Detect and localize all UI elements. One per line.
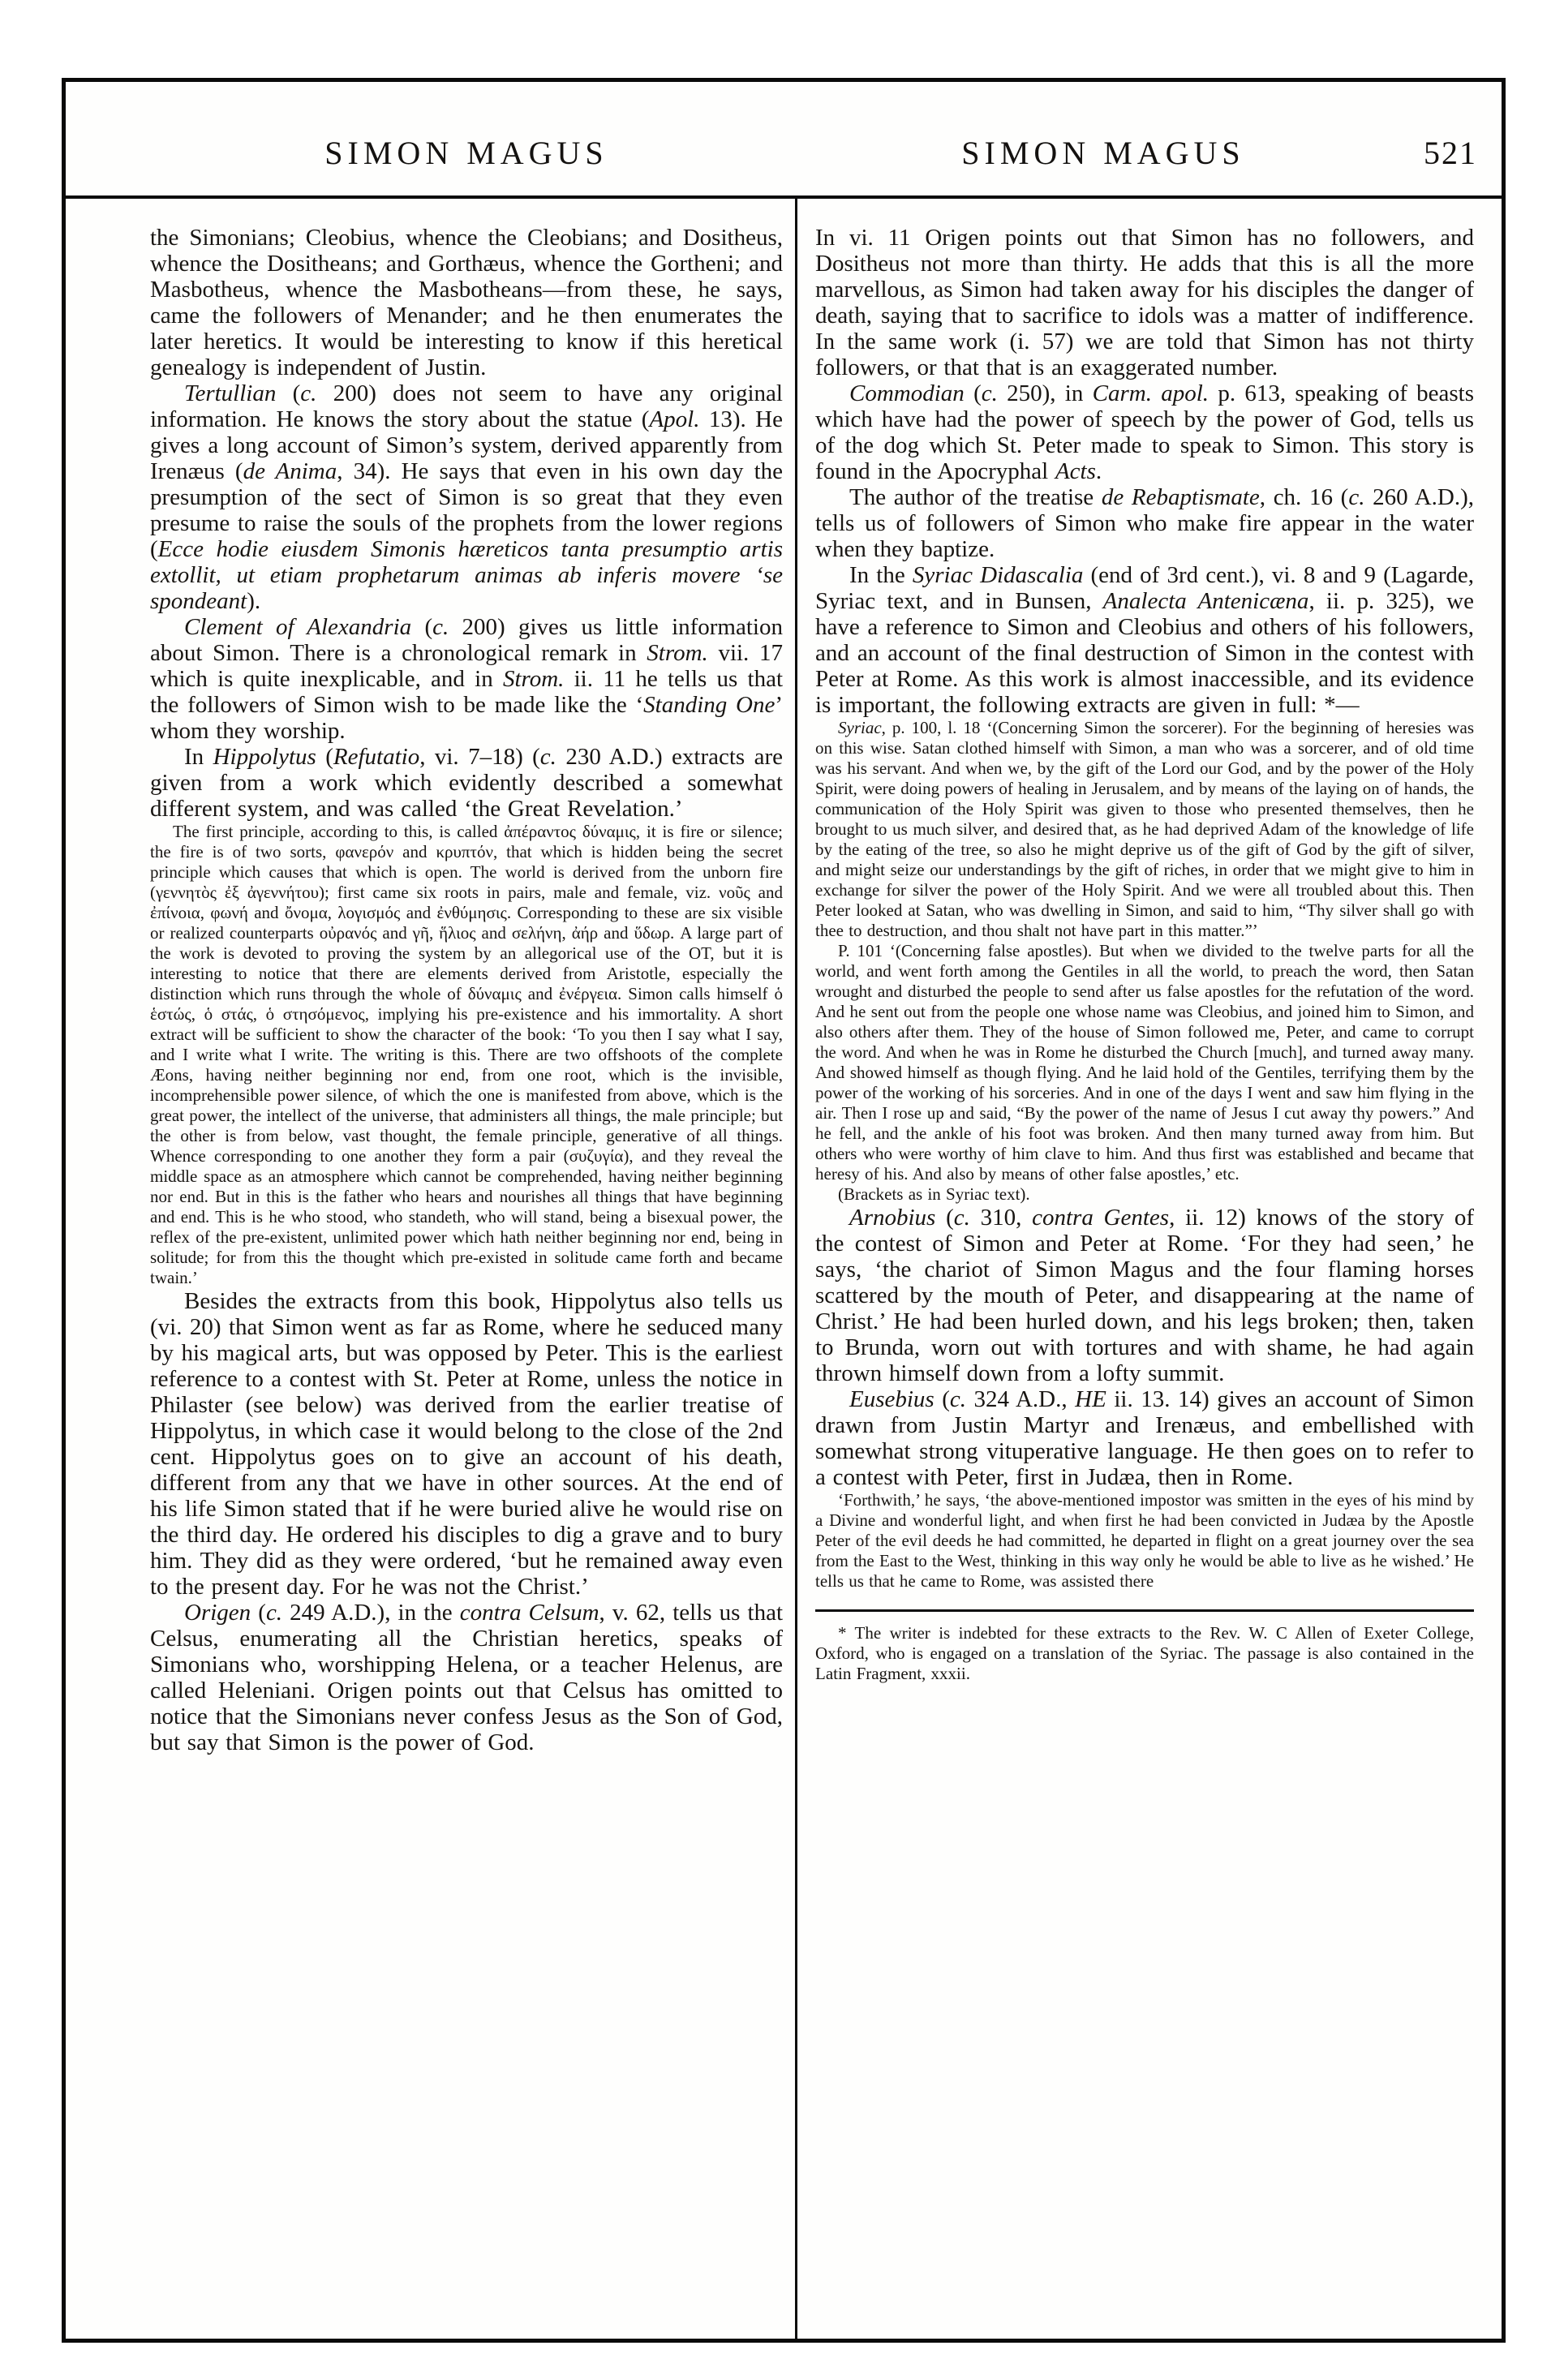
running-head-left: SIMON MAGUS [324, 135, 608, 171]
page-number: 521 [1424, 135, 1477, 171]
body-paragraph-besides: Besides the extracts from this book, Hippolytus also tells us (vi. 20) that Simon went as far as Rome, where he seduced many by his magical arts, but was opposed by Peter. This is the earliest reference to a contest with St. Peter at Rome, unless the notice in Philaster (see below) was derived from the earlier treatise of Hippolytus, in which case it would belong to the close of the 2nd cent. Hippolytus goes on to give an account of his death, different from any that we have in other sources. At the end of his life Simon stated that if he were buried alive he would rise on the third day. He ordered his disciples to dig a grave and to bury him. They did as they were ordered, ‘but he remained away even to the present day. For he was not the Christ.’ [150, 1288, 783, 1600]
body-paragraph-rebaptismate: The author of the treatise de Rebaptismate, ch. 16 (c. 260 A.D.), tells us of followers of Simon who make fire appear in the water when they baptize. [815, 484, 1474, 562]
body-paragraph-commodian: Commodian (c. 250), in Carm. apol. p. 613, speaking of beasts which have had the power of speech by the power of God, tells us of the dog which St. Peter made to speak to Simon. This story is found in the Apocryphal Acts. [815, 380, 1474, 484]
column-right [815, 225, 1474, 2334]
extract-paragraph-false-apostles: P. 101 ‘(Concerning false apostles). But when we divided to the twelve parts for all the world, and went forth among the Gentiles in all the world, to preach the word, then Satan wrought and disturbed the people to send after us false apostles for the refutation of the word. And he sent out from the people one whose name was Cleobius, and joined him to Simon, and also others after them. They of the house of Simon followed me, Peter, and came to corrupt the word. And when he was in Rome he disturbed the Church [much], and turned away many. And showed himself as though flying. And he laid hold of the Gentiles, terrifying them by the power of the working of his sorceries. And in one of the days I went and saw him flying in the air. Then I rose up and said, “By the power of the name of Jesus I cut away thy powers.” And he fell, and the ankle of his foot was broken. And then many turned away from him. But others who were worthy of him clave to him. And thus first was established and became that heresy of his. And also by means of other false apostles,’ etc. [815, 941, 1474, 1184]
body-paragraph-hippolytus: In Hippolytus (Refutatio, vi. 7–18) (c. 230 A.D.) extracts are given from a work which evidently described a somewhat different system, and was called ‘the Great Revelation.’ [150, 744, 783, 822]
header-rule [66, 195, 1502, 199]
body-paragraph: the Simonians; Cleobius, whence the Cleobians; and Dositheus, whence the Dositheans; and Gorthæus, whence the Gortheni; and Masbotheus, whence the Masbotheans—from these, he says, came the followers of Menander; and he then enumerates the later heretics. It would be interesting to know if this heretical genealogy is independent of Justin. [150, 225, 783, 380]
body-paragraph-didascalia: In the Syriac Didascalia (end of 3rd cent.), vi. 8 and 9 (Lagarde, Syriac text, and in Bunsen, Analecta Antenicæna, ii. p. 325), we have a reference to Simon and Cleobius and others of his followers, and an account of the final destruction of Simon in the contest with Peter at Rome. As this work is almost inaccessible, and its evidence is important, the following extracts are given in full: *— [815, 562, 1474, 718]
footnote-text: * The writer is indebted for these extracts to the Rev. W. C Allen of Exeter College, Oxford, who is engaged on a translation of the Syriac. The passage is also contained in the Latin Fragment, xxxii. [815, 1623, 1474, 1683]
body-paragraph-eusebius: Eusebius (c. 324 A.D., HE ii. 13. 14) gives an account of Simon drawn from Justin Martyr and Irenæus, and embellished with somewhat strong vituperative language. He then goes on to refer to a contest with Peter, first in Judæa, then in Rome. [815, 1386, 1474, 1490]
column-left [150, 225, 783, 2334]
extract-paragraph-great-revelation: The first principle, according to this, is called ἀπέραντος δύναμις, it is fire or silence; the fire is of two sorts, φανερόν and κρυπτόν, that which is hidden being the secret principle which causes that which is open. The world is derived from the unborn fire (γεννητὸς ἐξ ἀγεννήτου); first came six roots in pairs, male and female, viz. νοῦς and ἐπίνοια, φωνή and ὄνομα, λογισμός and ἐνθύμησις. Corresponding to these are six visible or realized counterparts οὐρανός and γῆ, ἥλιος and σελήνη, ἀήρ and ὕδωρ. A large part of the work is devoted to proving the system by an allegorical use of the OT, but it is interesting to notice that there are elements derived from Aristotle, especially the distinction which runs through the whole of δύναμις and ἐνέργεια. Simon calls himself ὁ ἑστώς, ὁ στάς, ὁ στησόμενος, implying his pre-existence and his immortality. A short extract will be sufficient to show the character of the book: ‘To you then I say what I say, and I write what I write. The writing is this. There are two offshoots of the complete Æons, having neither beginning nor end, from one root, which is the invisible, incomprehensible power silence, of which the one is manifested from above, which is the great power, the intellect of the universe, that administers all things, the male principle; but the other is from below, vast thought, the female principle, generative of all things. Whence corresponding to one another they form a pair (συζυγία), and they reveal the middle space as an atmosphere which cannot be comprehended, having neither beginning nor end. But in this is the father who hears and nourishes all things that have beginning and end. This is he who stood, who standeth, who will stand, being a bisexual power, the reflex of the pre-existent, unlimited power which hath neither beginning nor end, being in solitude; for from this the thought which pre-existed in solitude came forth and became twain.’ [150, 822, 783, 1287]
footnote-rule [815, 1609, 1474, 1612]
extract-paragraph-brackets-note: (Brackets as in Syriac text). [838, 1184, 1030, 1204]
body-paragraph-tertullian: Tertullian (c. 200) does not seem to have any original information. He knows the story about the statue (Apol. 13). He gives a long account of Simon’s system, derived apparently from Irenæus (de Anima, 34). He says that even in his own day the presumption of the sect of Simon is so great that they even presume to raise the souls of the prophets from the lower regions (Ecce hodie eiusdem Simonis hæreticos tanta presumptio artis extollit, ut etiam prophetarum animas ab inferis movere ‘se spondeant). [150, 380, 783, 614]
body-paragraph-arnobius: Arnobius (c. 310, contra Gentes, ii. 12) knows of the story of the contest of Simon and Peter at Rome. ‘For they had seen,’ he says, ‘the chariot of Simon Magus and the four flaming horses scattered by the mouth of Peter, and disappearing at the name of Christ.’ He had been hurled down, and his legs broken; then, taken to Brunda, worn out with tortures and with shame, he had again thrown himself down from a lofty summit. [815, 1205, 1474, 1386]
extract-paragraph-forthwith: ‘Forthwith,’ he says, ‘the above-mentioned impostor was smitten in the eyes of his mind by a Divine and wonderful light, and when first he had been convicted in Judæa by the Apostle Peter of the evil deeds he had committed, he departed in flight on a great journey over the sea from the East to the West, thinking in this way only he would be able to live as he wished.’ He tells us that he came to Rome, was assisted there [815, 1490, 1474, 1591]
body-paragraph-clement: Clement of Alexandria (c. 200) gives us little information about Simon. There is a chronological remark in Strom. vii. 17 which is quite inexplicable, and in Strom. ii. 11 he tells us that the followers of Simon wish to be made like the ‘Standing One’ whom they worship. [150, 614, 783, 744]
extract-paragraph-syriac: Syriac, p. 100, l. 18 ‘(Concerning Simon the sorcerer). For the beginning of heresies was on this wise. Satan clothed himself with Simon, a man who was a sorcerer, and of old time was his servant. And when we, by the gift of the Lord our God, and by the power of the Holy Spirit, were doing powers of healing in Jerusalem, and by means of the laying on of hands, the communication of the Holy Spirit was given to those who presented themselves, then he brought to us much silver, and desired that, as he had deprived Adam of the knowledge of life by the eating of the tree, so also he might deprive us of the gift of God by the gift of silver, and might seize our understandings by the gift of riches, in order that we might give to him in exchange for silver the power of the Holy Spirit. And we were all troubled about this. Then Peter looked at Satan, who was dwelling in Simon, and said to him, “Thy silver shall go with thee to destruction, and thou shalt not have part in this matter.”’ [815, 718, 1474, 940]
column-divider [795, 195, 797, 2339]
running-head-right: SIMON MAGUS [961, 135, 1245, 171]
page-frame [62, 78, 1506, 2343]
body-paragraph: In vi. 11 Origen points out that Simon has no followers, and Dositheus not more than thirty. He adds that this is all the more marvellous, as Simon had taken away for his disciples the danger of death, saying that to sacrifice to idols was a matter of indifference. In the same work (i. 57) we are told that Simon has not thirty followers, or that that is an exaggerated number. [815, 225, 1474, 380]
body-paragraph-origen: Origen (c. 249 A.D.), in the contra Celsum, v. 62, tells us that Celsus, enumerating all the Christian heretics, speaks of Simonians who, worshipping Helena, or a teacher Helenus, are called Heleniani. Origen points out that Celsus has omitted to notice that the Simonians never confess Jesus as the Son of God, but say that Simon is the power of God. [150, 1600, 783, 1755]
